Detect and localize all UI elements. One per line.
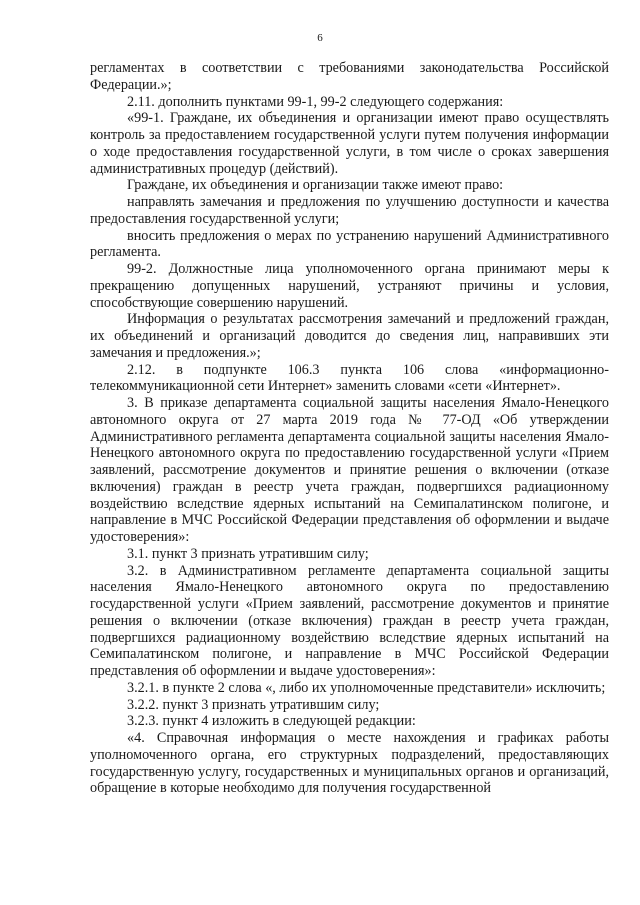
paragraph-3-2-3: 3.2.3. пункт 4 изложить в следующей редакции:: [127, 713, 416, 730]
paragraph-rights-propose: вносить предложения о мерах по устранению нарушений Административного регламента.: [90, 227, 609, 261]
paragraph-3-2-2: 3.2.2. пункт 3 признать утратившим силу;: [127, 696, 380, 713]
page-number: 6: [317, 32, 323, 44]
paragraph-3-1: 3.1. пункт 3 признать утратившим силу;: [127, 545, 369, 562]
paragraph-rights-intro: Граждане, их объединения и организации также имеют право:: [127, 177, 504, 194]
paragraph-continuation: регламентах в соответствии с требованиями законодательства Российской Федерации.»;: [90, 60, 609, 93]
paragraph-3-2-1: 3.2.1. в пункте 2 слова «, либо их уполномоченные представители» исключить;: [127, 679, 606, 696]
paragraph-3-2: 3.2. в Административном регламенте департамента социальной защиты населения Ямало-Ненецкого автономного округа по предоставлению государственной услуги «Прием заявлений, рассмотрение документов и принятие решения о включении (отказе включения) граждан в реестр учета граждан, подвергшихся радиационному воздействию вследствие ядерных испытаний на Семипалатинском полигоне, и направление в МЧС Российской Федерации представления об оформлении и выдаче удостоверения»:: [90, 562, 609, 679]
paragraph-information: Информация о результатах рассмотрения замечаний и предложений граждан, их объединений и организаций доводится до сведения лиц, направивших эти замечания и предложения.»;: [90, 311, 609, 361]
paragraph-99-1: «99-1. Граждане, их объединения и организации имеют право осуществлять контроль за предоставлением государственной услуги путем получения информации о ходе предоставления государственной услуги, в том числе о сроках завершения административных процедур (действий).: [90, 110, 609, 177]
paragraph-2-12: 2.12. в подпункте 106.3 пункта 106 слова «информационно-телекоммуникационной сети Интернет» заменить словами «сети «Интернет».: [90, 361, 609, 395]
paragraph-3: 3. В приказе департамента социальной защиты населения Ямало-Ненецкого автономного округа от 27 марта 2019 года № 77-ОД «Об утверждении Административного регламента департамента социальной защиты населения Ямало-Ненецкого автономного округа по предоставлению государственной услуги «Прием заявлений, рассмотрение документов и принятие решения о включении (отказе включения) граждан в реестр учета граждан, подвергшихся радиационному воздействию вследствие ядерных испытаний на Семипалатинском полигоне, и направление в МЧС Российской Федерации представления об оформлении и выдаче удостоверения»:: [90, 395, 609, 545]
paragraph-rights-send: направлять замечания и предложения по улучшению доступности и качества предоставления государственной услуги;: [90, 194, 609, 227]
paragraph-2-11: 2.11. дополнить пунктами 99-1, 99-2 следующего содержания:: [127, 93, 504, 110]
paragraph-99-2: 99-2. Должностные лица уполномоченного органа принимают меры к прекращению допущенных нарушений, устраняют причины и условия, способствующие совершению нарушений.: [90, 261, 609, 311]
paragraph-4: «4. Справочная информация о месте нахождения и графиках работы уполномоченного органа, его структурных подразделений, предоставляющих государственную услугу, государственных и муниципальных органов и организаций, обращение в которые необходимо для получения государственной: [90, 730, 609, 797]
document-body: [90, 60, 609, 797]
